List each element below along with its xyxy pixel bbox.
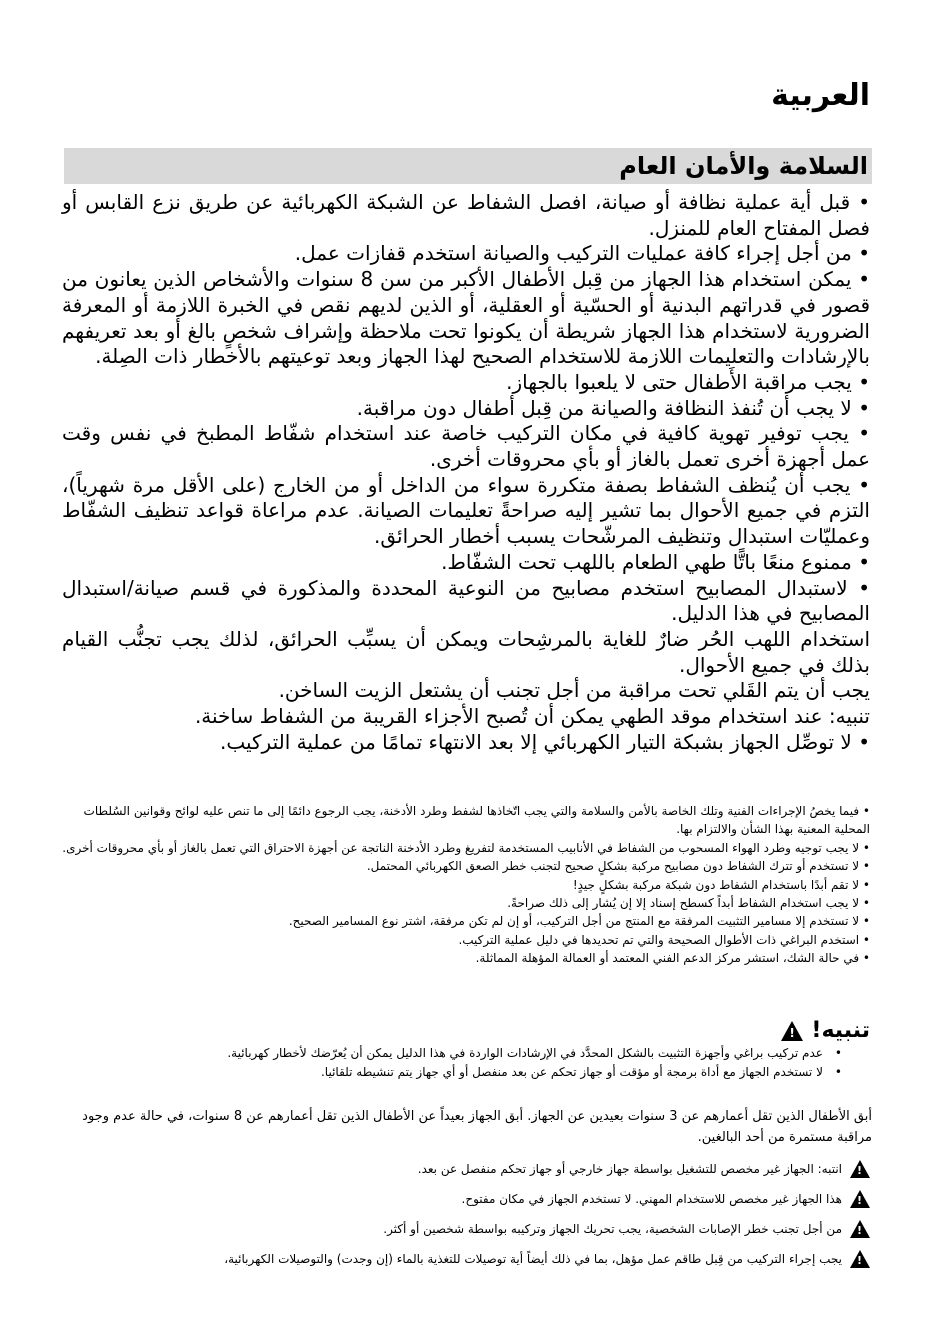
list-item: • فيما يخصُ الإجراءات الفنية وتلك الخاصة بالأمن والسلامة والتي يجب اتّخاذها لشفط وطرد الأدخنة، يجب الرجوع دائمًا إلى ما تنص عليه لوائح وقوانين السُلطات المحلية المعنية بهذا الشأن والالتزام بها. bbox=[83, 804, 870, 837]
safety-main-list bbox=[62, 190, 870, 755]
list-item: • لا يجب توجيه وطرد الهواء المسحوب من الشفاط في الأنابيب المستخدمة لتفريغ وطرد الأدخنة الناتجة عن أجهزة الاحتراق التي تعمل بالغاز أو بأي محروقات أخرى. bbox=[62, 840, 870, 855]
warning-text: انتبه: الجهاز غير مخصص للتشغيل بواسطة جهاز خارجي أو جهاز تحكم منفصل عن بعد. bbox=[417, 1162, 842, 1176]
list-item: • استخدم البراغي ذات الأطوال الصحيحة والتي تم تحديدها في دليل عملية التركيب. bbox=[458, 932, 870, 947]
list-item: • لا تستخدم أو تترك الشفاط دون مصابيح مركبة بشكلٍ صحيح لتجنب خطر الصعق الكهربائي المحتمل. bbox=[366, 859, 870, 874]
list-item: • من أجل إجراء كافة عمليات التركيب والصيانة استخدم قفازات عمل. bbox=[294, 241, 870, 266]
list-item: • يمكن استخدام هذا الجهاز من قِبل الأطفال الأكبر من سن 8 سنوات والأشخاص الذين يعانون من قصور في قدراتهم البدنية أو الحسّية أو العقلية، أو الذين لديهم نقص في الخبرة اللازمة أو المعرفة الضرورية لاستخدام هذا الجهاز شريطة أن يكونوا تحت ملاحظة وإشراف شخصٍ بالغ أو بعد تعريفهم بالإرشادات والتعليمات اللازمة للاستخدام الصحيح لهذا الجهاز وبعد توعيتهم بالأخطار ذات الصِلة. bbox=[62, 267, 871, 369]
warning-triangle-icon bbox=[781, 1021, 803, 1041]
warning-triangle-icon bbox=[850, 1220, 870, 1238]
list-item: • في حالة الشك، استشر مركز الدعم الفني المعتمد أو العمالة المؤهلة المماثلة. bbox=[475, 951, 870, 966]
list-item: • لا تستخدم إلا مسامير التثبيت المرفقة مع المنتج من أجل التركيب، أو إن لم تكن مرفقة، اشتر نوع المسامير الصحيح. bbox=[288, 914, 870, 929]
warning-text: من أجل تجنب خطر الإصابات الشخصية، يجب تحريك الجهاز وتركيبه بواسطة شخصين أو أكثر. bbox=[383, 1222, 842, 1236]
list-item: • لا تقم أبدًا باستخدام الشفاط دون شبكة مركبة بشكلٍ جيدٍ! bbox=[572, 877, 870, 892]
warning-triangle-icon bbox=[850, 1190, 870, 1208]
list-item: • يجب أن يُنظف الشفاط بصفة متكررة سواء من الداخل أو من الخارج (على الأقل مرة شهرياً)، التزم في جميع الأحوال بما تشير إليه صراحةً تعليمات الصيانة. عدم مراعاة قواعد تنظيف الشفّاط وعمليّات استبدال وتنظيف المرشّحات يسبب أخطار الحرائق. bbox=[62, 472, 870, 549]
list-item: • لا يجب استخدام الشفاط أبداً كسطح إسناد إلا إن يُشار إلى ذلك صراحةً. bbox=[507, 896, 870, 911]
list-item: • ممنوع منعًا باتًّا طهي الطعام باللهب تحت الشفّاط. bbox=[441, 549, 870, 574]
caution-heading bbox=[781, 1018, 870, 1043]
list-item: • يجب مراقبة الأَطفال حتى لا يلعبوا بالجهاز. bbox=[506, 369, 870, 394]
list-item: • لا توصِّل الجهاز بشبكة التيار الكهربائي إلا بعد الانتهاء تمامًا من عملية التركيب. bbox=[219, 729, 870, 754]
language-title: العربية bbox=[771, 78, 870, 113]
warning-item bbox=[62, 1244, 870, 1274]
warning-item bbox=[62, 1184, 870, 1214]
children-paragraph: أبق الأطفال الذين تقل أعمارهم عن 3 سنوات بعيدين عن الجهاز. أبق الجهاز بعيداً عن الأطفال الذين تقل أعمارهم عن 8 سنوات، في حالة عدم وجود مراقبة مستمرة من أحد البالغين. bbox=[82, 1109, 872, 1145]
list-item: • لاستبدال المصابيح استخدم مصابيح من النوعية المحددة والمذكورة في قسم صيانة/استبدال المصابيح في هذا الدليل. bbox=[62, 575, 870, 626]
list-item: • عدم تركيب براغي وأجهزة التثبيت بالشكل المحدَّد في الإرشادات الواردة في هذا الدليل يمكن أن يُعرّضك لأخطار كهربائية. bbox=[62, 1044, 842, 1063]
list-item: يجب أن يتم القَلي تحت مراقبة من أجل تجنب أن يشتعل الزيت الساخن. bbox=[278, 678, 870, 703]
list-item: تنبيه: عند استخدام موقد الطهي يمكن أن تُصبح الأجزاء القريبة من الشفاط ساخنة. bbox=[194, 704, 870, 729]
warning-triangle-icon bbox=[850, 1250, 870, 1268]
list-item: • لا تستخدم الجهاز مع أداة برمجة أو مؤقت أو جهاز تحكم عن بعد منفصل أو أي جهاز يتم تنشيطه تلقائيا. bbox=[62, 1063, 842, 1082]
list-item: • لا يجب أن تُنفذ النظافة والصيانة من قِبل أطفال دون مراقبة. bbox=[356, 395, 870, 420]
list-item: • يجب توفير تهوية كافية في مكان التركيب خاصة عند استخدام شفّاط المطبخ في نفس وقت عمل أجهزة أخرى تعمل بالغاز أو بأي محروقات أخرى. bbox=[62, 421, 870, 472]
safety-detail-list bbox=[62, 802, 870, 968]
warning-list bbox=[62, 1154, 870, 1274]
warning-item bbox=[62, 1154, 870, 1184]
caution-title: تنبيه! bbox=[811, 1018, 870, 1043]
section-title: السلامة والأمان العام bbox=[619, 152, 868, 180]
warning-text: هذا الجهاز غير مخصص للاستخدام المهني. لا تستخدم الجهاز في مكان مفتوح. bbox=[461, 1192, 842, 1206]
warning-text: يجب إجراء التركيب من قِبل طاقم عمل مؤهل، بما في ذلك أيضاً أية توصيلات للتغذية بالماء (إن وجدت) والتوصيلات الكهربائية، bbox=[224, 1252, 842, 1266]
warning-triangle-icon bbox=[850, 1160, 870, 1178]
list-item: • قبل أية عملية نظافة أو صيانة، افصل الشفاط عن الشبكة الكهربائية عن طريق نزع القابس أو فصل المفتاح العام للمنزل. bbox=[62, 190, 870, 240]
list-item: استخدام اللهب الحُر ضارٌ للغاية بالمرشِحات ويمكن أن يسبِّب الحرائق، لذلك يجب تجنُّب القيام بذلك في جميع الأحوال. bbox=[62, 626, 870, 677]
caution-list bbox=[62, 1044, 842, 1082]
warning-item bbox=[62, 1214, 870, 1244]
